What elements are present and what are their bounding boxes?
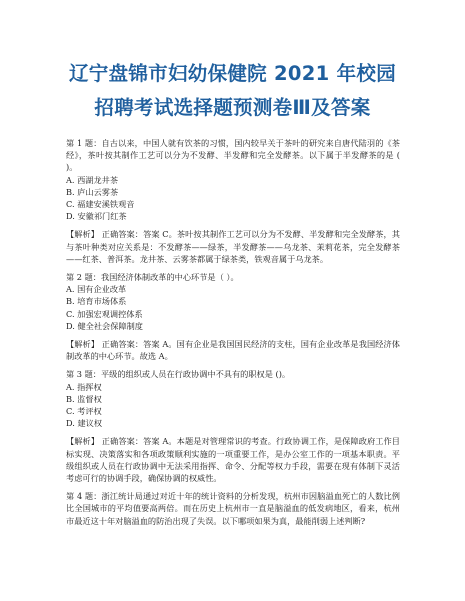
question-2-option-b: B. 培育市场体系 <box>66 296 127 307</box>
question-3-option-d: D. 建议权 <box>66 418 103 429</box>
question-3-answer: 【解析】 正确答案：答案 A。本题是对管理常识的考查。行政协调工作，是保障政府工作目标实现、决策落实和各项政策顺利实施的一项重要工作，是办公室工作的一项基本职责。平级组织或人员在行政协调中无法采用指挥、命令、分配等权力手段，需要在现有体制下灵活考虑可行的协调手段，确保协调的权威性。 <box>66 436 400 484</box>
question-3-option-b: B. 监督权 <box>66 393 102 404</box>
question-3-option-c: C. 考评权 <box>66 406 102 417</box>
question-1-answer: 【解析】 正确答案：答案 C。茶叶按其制作工艺可以分为不发酵、半发酵和完全发酵茶，其与茶叶种类对应关系是：不发酵茶——绿茶，半发酵茶——乌龙茶、茉莉花茶，完全发酵茶——红茶、普洱茶。龙井茶、云雾茶都属于绿茶类，铁观音属于乌龙茶。 <box>66 229 400 264</box>
page-title-line-1: 辽宁盘锦市妇幼保健院 2021 年校园 <box>68 62 397 85</box>
question-2-option-c: C. 加强宏观调控体系 <box>66 308 143 319</box>
question-content <box>66 137 400 527</box>
question-1-option-d: D. 安徽祁门红茶 <box>66 211 127 222</box>
question-1-option-a: A. 西湖龙井茶 <box>66 174 119 185</box>
question-1-stem: 第 1 题：自古以来，中国人就有饮茶的习惯，国内较早关于茶叶的研究来自唐代陆羽的《茶经》，茶叶按其制作工艺可以分为不发酵、半发酵和完全发酵茶。以下属于半发酵茶的是 ( )。 <box>66 138 400 173</box>
question-1-option-c: C. 福建安溪铁观音 <box>66 199 135 210</box>
question-1-option-b: B. 庐山云雾茶 <box>66 186 119 197</box>
question-2-stem: 第 2 题：我国经济体制改革的中心环节是（ ）。 <box>66 272 239 283</box>
question-2-answer: 【解析】 正确答案：答案 A。国有企业是我国国民经济的支柱，国有企业改革是我国经济体制改革的中心环节。故选 A。 <box>66 339 400 362</box>
question-3-stem: 第 3 题：平级的组织或人员在行政协调中不具有的职权是 ()。 <box>66 369 291 380</box>
page-title-line-2: 招聘考试选择题预测卷Ⅲ及答案 <box>94 96 371 119</box>
question-2-option-d: D. 健全社会保障制度 <box>66 320 143 331</box>
question-3-option-a: A. 指挥权 <box>66 381 102 392</box>
question-2-option-a: A. 国有企业改革 <box>66 284 127 295</box>
question-4-stem: 第 4 题：浙江统计局通过对近十年的统计资料的分析发现，杭州市因脑溢血死亡的人数比例比全国城市的平均值要高两倍。而在历史上杭州市一直是脑溢血的低发病地区，看来，杭州市最近这十年对脑溢血的防治出现了失误。以下哪项如果为真，最能削弱上述判断? <box>66 491 400 526</box>
